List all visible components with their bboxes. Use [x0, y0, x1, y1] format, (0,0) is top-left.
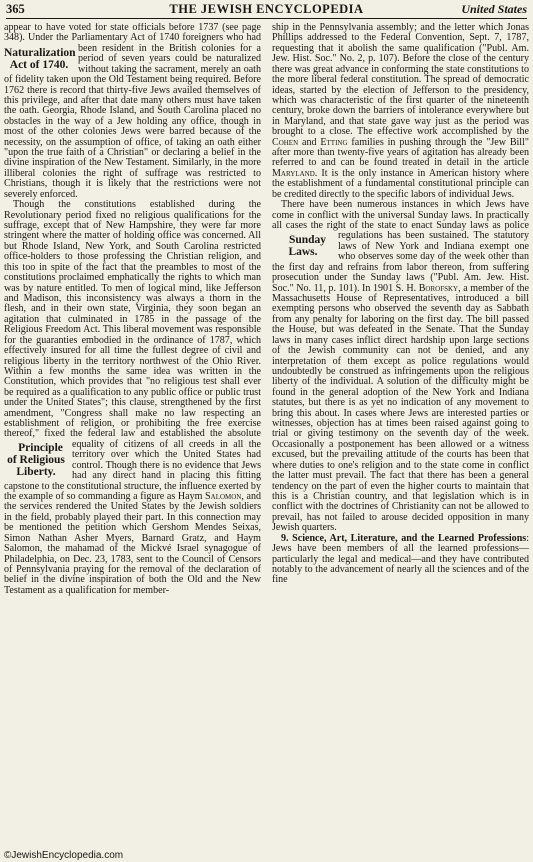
paragraph-text: . It is the only instance in American history where the establishment of a fundamental constitutional principle can be credited directly to the specific labors of individual Jews. — [272, 167, 529, 200]
paragraph-text: , a member of the Massachusetts House of Representatives, introduced a bill exempting persons who observed the seventh day as Sabbath from any penalty for laboring on the first day. The bill passed the House, but was defeated in the Senate. That the Sunday laws in many cases inflict direct hardship upon large sections of the Jewish community can not be denied, and any interpretation of them except as police regulations would undoubtedly be construed as infringements upon the religious liberty of the individual. A solution of the difficulty might be found in the general adoption of the New York and Indiana statutes, but there is as yet no indication of any movement to bring this about. In cases where Jews are interested parties or witnesses, objection has at times been raised against going to trial or giving testimony on the seventh day of the week. Occasionally a postponement has been allowed or a witness excused, but the prevailing attitude of the courts has been that where duties to one's religion and to the state come in conflict the latter must prevail. The fact that there has been a general tendency on the part of even the higher courts to maintain that this is a Christian country, and that legislation which is in conflict with the doctrines of Christianity can not be allowed to prevail, has not failed to arouse decided opposition in many Jewish quarters. — [272, 282, 529, 534]
paragraph-text: British colonies for a period of seven years could be naturalized without taking the sacrament, merely an oath of fidelity taken upon the Old Testament being required. Before 1762 — [4, 42, 261, 96]
paragraph-text: exerted by the example of so commanding a figure as Haym — [4, 480, 261, 502]
paragraph-text: appear to have voted for state officials before 1737 (see page 348). Under the Parliamentary Act of 1740 foreigners who had been resident in the — [4, 23, 261, 54]
running-title: THE JEWISH ENCYCLOPEDIA — [169, 2, 364, 16]
paragraph-text: families in pushing through the "Jew Bill" after more than twenty-five years of agitation has already been referred to and can be found treated in detail in the article — [272, 136, 529, 169]
sidenote-naturalization: Naturalization Act of 1740. — [4, 46, 76, 71]
xref-maryland: Maryland — [272, 167, 315, 179]
sidenote-sunday: Sunday Laws. — [288, 234, 327, 259]
paragraph-text: from labor thereon, from suffering prosecution under the Sunday laws ("Publ. Am. Jew. Hist. Soc." No. 11, p. 101). In 1901 S. H. — [272, 261, 529, 294]
left-column — [4, 23, 261, 847]
xref-etting: Etting — [320, 136, 348, 148]
paragraph-text: territory over which the United States had control. Though there is no evidence that Jews had any direct hand in placing this fitting capstone to the constitutional structure, the influence — [4, 449, 261, 492]
paragraph — [272, 534, 529, 586]
paragraph-text: , and the services rendered the United States by the Jewish soldiers in the field, probably played their part. In this connection may be mentioned the petition which Gershom Mendes Seixas, Simon Nathan Asher Myers, Barnard Gratz, and Haym Salomon, the mahamad of the Mickvé Israel synagogue of Philadelphia, on Dec. 23, 1783, sent to the Council of Censors of Pennsylvania praying for the removal of the declaration of belief in the divine inspiration of both the Old and the New Testament as a qualification for member- — [4, 490, 261, 596]
paragraph-text: ship in the Pennsylvania assembly; and the letter which Jonas Phillips addressed to the Federal Convention, Sept. 7, 1787, requesting that it abolish the same qualification ("Publ. Am. Jew. Hist. Soc." No. 2, p. 107). Before the close of the century there was great advance in conforming the state constitutions to the more liberal federal constitution. The spread of democratic ideas, started by the election of Jefferson to the presidency, which was characteristic of the first quarter of the nineteenth century, broke down the barriers of intolerance everywhere but in Maryland, and that state gave way just as the period was brought to a close. The effective work accomplished by the — [272, 23, 529, 138]
page-header — [6, 2, 527, 19]
section-heading: 9. Science, Art, Literature, and the Learned Professions — [281, 532, 527, 544]
paragraph-text: and — [298, 136, 321, 148]
paragraph-text: there is record that thirty-five Jews availed themselves of this privilege, and after that date many others must have taken the oath. Georgia, Rhode Island, and South Carolina placed no obstacles in the way of a Jew holding any office, though in most of the other colonies Jews were barred because of the necessity, on the assumption of office, of taking an oath either "upon the true faith of a Christian" or declaring a belief in the divine inspiration of the New Testament. Similarly, in the more illiberal colonies the right of suffrage was restricted to Christians, though it is likely that the restrictions were not severely enforced. — [4, 84, 261, 200]
paragraph — [272, 23, 529, 200]
paragraph — [272, 200, 529, 534]
paragraph-text: : Jews have been members of all the learned professions—particularly the legal and medical—and they have contributed notably to the advancement of nearly all the sciences and of the fine — [272, 532, 529, 586]
sidenote-principle: Principle of Religious Liberty. — [7, 441, 65, 478]
section-title: United States — [461, 2, 527, 16]
page-number: 365 — [6, 2, 25, 16]
paragraph — [4, 23, 261, 200]
copyright-credit: ©JewishEncyclopedia.com — [4, 850, 124, 861]
paragraph-text: There have been numerous instances in which Jews have come in conflict with the universal Sunday laws. In practically all cases the right of the state to enact Sunday laws as police regulations has — [272, 199, 529, 242]
xref-salomon: Salomon — [205, 490, 242, 502]
paragraph — [4, 200, 261, 596]
paragraph-text: Though the constitutions established during the Revolutionary period fixed no religious qualifications for the suffrage, except that of New Hampshire, they were far more stringent where the matter of holding office was concerned. All but Rhode Island, New York, and South Carolina restricted office-holders to those professing the Christian religion, and this too in spite of the fact that the preambles to most of the constitutions proclaimed emphatically the rights to which man was by nature entitled. To men of logical mind, like Jefferson and Madison, this inconsistency was always a thorn in the flesh, and in their own state, Virginia, they soon began an agitation that culminated in 1785 in the passage of the Religious Freedom Act. This liberal movement was responsible for the guaranties embodied in the ordinance of 1787, which effectively insured for all time the fullest degree of civil and religious liberty in the territory northwest of the Ohio River. Within a few months the same idea was written in the Constitution, which provides that "no religious test shall ever be required as a qualification to any public office or public trust under the United States"; this clause, strengthened by the first amendment, "Congress shall make no law respecting an establishment of religion, or prohibiting the free exercise thereof," fixed the federal law and established the absolute equality of citizens of all creeds in all the — [4, 199, 261, 450]
xref-borofsky: Borofsky — [418, 282, 459, 294]
paragraph-text: been sustained. The statutory laws of New York and Indiana exempt one who observes some day of the week other than the first day and refrains — [272, 230, 529, 273]
right-column — [272, 23, 529, 847]
xref-cohen: Cohen — [272, 136, 299, 148]
